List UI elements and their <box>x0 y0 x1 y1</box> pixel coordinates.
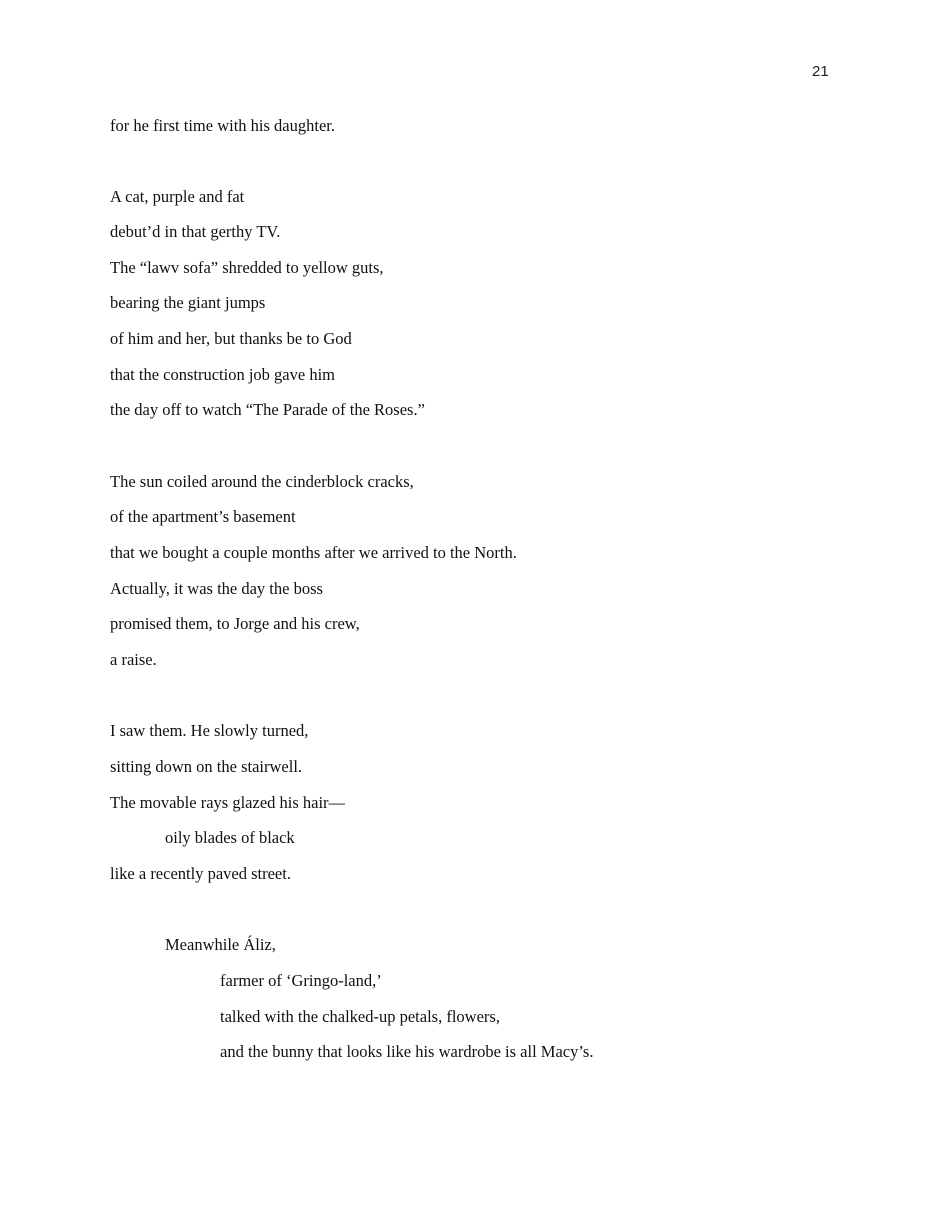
poem-line: like a recently paved street. <box>110 864 291 883</box>
poem-line: for he first time with his daughter. <box>110 116 335 135</box>
poem-line: the day off to watch “The Parade of the Roses.” <box>110 400 425 419</box>
poem-line-double-indented: farmer of ‘Gringo-land,’ <box>220 971 382 990</box>
poem-line: that we bought a couple months after we arrived to the North. <box>110 543 517 562</box>
poem-line: bearing the giant jumps <box>110 293 266 312</box>
poem-line: The “lawv sofa” shredded to yellow guts, <box>110 258 384 277</box>
poem-line: of the apartment’s basement <box>110 507 296 526</box>
poem-line: I saw them. He slowly turned, <box>110 721 309 740</box>
poem-line: sitting down on the stairwell. <box>110 757 303 776</box>
poem-line: Actually, it was the day the boss <box>110 579 323 598</box>
poem-line: The movable rays glazed his hair— <box>110 793 346 812</box>
poem-line-double-indented: and the bunny that looks like his wardrobe is all Macy’s. <box>220 1042 594 1061</box>
page-number: 21 <box>812 63 829 80</box>
poem-line-indented: oily blades of black <box>165 828 295 847</box>
poem-line: that the construction job gave him <box>110 365 335 384</box>
poem-line-double-indented: talked with the chalked-up petals, flowers, <box>220 1007 500 1026</box>
poem-line-indented: Meanwhile Áliz, <box>165 935 276 954</box>
poem-line: promised them, to Jorge and his crew, <box>110 614 360 633</box>
poem-line: a raise. <box>110 650 157 669</box>
poem-line: The sun coiled around the cinderblock cracks, <box>110 472 414 491</box>
poem-line: A cat, purple and fat <box>110 187 245 206</box>
poem-line: of him and her, but thanks be to God <box>110 329 352 348</box>
poem-line: debut’d in that gerthy TV. <box>110 222 281 241</box>
